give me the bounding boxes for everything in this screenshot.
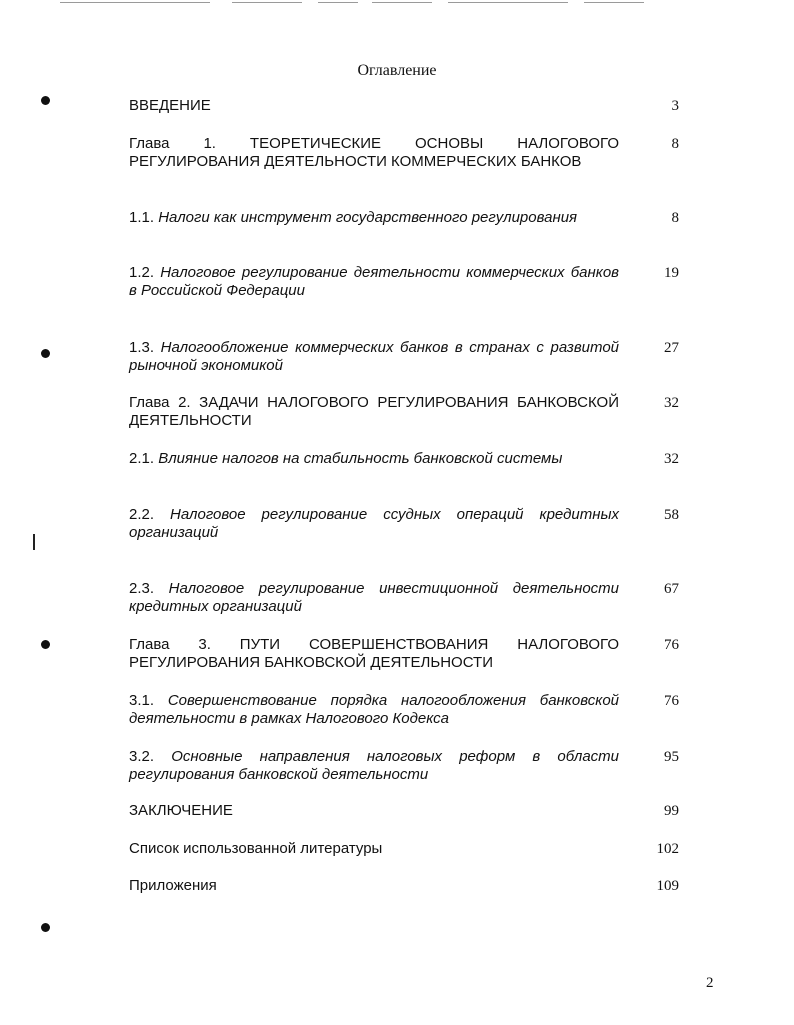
toc-entry-text: Глава 3. ПУТИ СОВЕРШЕНСТВОВАНИЯ НАЛОГОВОГО РЕГУЛИРОВАНИЯ БАНКОВСКОЙ ДЕЯТЕЛЬНОСТИ <box>129 636 619 671</box>
binder-hole-mark <box>41 923 50 932</box>
toc-entry-text: Основные направления налоговых реформ в области регулирования банковской деятельности <box>129 748 619 783</box>
toc-entry-text: Глава 1. ТЕОРЕТИЧЕСКИЕ ОСНОВЫ НАЛОГОВОГО РЕГУЛИРОВАНИЯ ДЕЯТЕЛЬНОСТИ КОММЕРЧЕСКИХ БАНКОВ <box>129 135 619 170</box>
toc-entry-page: 27 <box>664 340 679 356</box>
toc-entry-text: Налогообложение коммерческих банков в странах с развитой рыночной экономикой <box>129 339 620 374</box>
toc-entry-page: 95 <box>664 749 679 765</box>
toc-entry-page: 8 <box>671 210 679 226</box>
toc-entry[interactable] <box>129 264 679 300</box>
toc-entry-page: 58 <box>664 507 679 523</box>
toc-entry-text: ЗАКЛЮЧЕНИЕ <box>129 802 233 819</box>
toc-entry[interactable] <box>129 840 679 858</box>
toc-entry-number: 2.1. <box>129 450 155 467</box>
toc-entry-number: 1.2. <box>129 264 155 281</box>
toc-entry[interactable] <box>129 209 679 227</box>
toc-entry-number: 1.1. <box>129 209 155 226</box>
toc-entry[interactable] <box>129 802 679 820</box>
binder-hole-mark <box>41 349 50 358</box>
toc-entry-number: 3.1. <box>129 692 155 709</box>
toc-entry-page: 32 <box>664 395 679 411</box>
toc-entry-page: 3 <box>671 98 679 114</box>
toc-entry-page: 109 <box>656 878 679 894</box>
toc-entry-page: 76 <box>664 693 679 709</box>
toc-entry-number: 3.2. <box>129 748 155 765</box>
toc-entry[interactable] <box>129 450 679 468</box>
toc-entry[interactable] <box>129 636 679 672</box>
toc-entry-text: Глава 2. ЗАДАЧИ НАЛОГОВОГО РЕГУЛИРОВАНИЯ БАНКОВСКОЙ ДЕЯТЕЛЬНОСТИ <box>129 394 619 429</box>
toc-entry-page: 99 <box>664 803 679 819</box>
toc-entry-text: ВВЕДЕНИЕ <box>129 97 211 114</box>
page-number: 2 <box>706 975 714 991</box>
toc-title: Оглавление <box>357 62 437 79</box>
toc-entry[interactable] <box>129 135 679 171</box>
toc-entry-page: 76 <box>664 637 679 653</box>
toc-entry-text: Влияние налогов на стабильность банковской системы <box>158 450 563 467</box>
toc-entry[interactable] <box>129 506 679 542</box>
scan-edge-artifact <box>0 0 794 10</box>
binder-hole-mark <box>41 640 50 649</box>
toc-entry-text: Налоговое регулирование деятельности коммерческих банков в Российской Федерации <box>129 264 620 299</box>
toc-entry-text: Список использованной литературы <box>129 840 383 857</box>
toc-entry[interactable] <box>129 877 679 895</box>
binder-hole-mark <box>41 96 50 105</box>
toc-entry-number: 2.2. <box>129 506 155 523</box>
toc-entry-page: 8 <box>671 136 679 152</box>
toc-entry-page: 102 <box>656 841 679 857</box>
toc-entry-number: 1.3. <box>129 339 155 356</box>
toc-entry-page: 19 <box>664 265 679 281</box>
scan-margin-mark <box>33 534 35 550</box>
toc-entry-page: 32 <box>664 451 679 467</box>
toc-entry[interactable] <box>129 580 679 616</box>
toc-entry[interactable] <box>129 748 679 784</box>
toc-entry[interactable] <box>129 339 679 375</box>
toc-entry-text: Налоговое регулирование инвестиционной деятельности кредитных организаций <box>129 580 620 615</box>
toc-entry-text: Совершенствование порядка налогообложения банковской деятельности в рамках Налогового Кодекса <box>129 692 620 727</box>
toc-entry[interactable] <box>129 692 679 728</box>
toc-entry-number: 2.3. <box>129 580 155 597</box>
toc-entry-text: Налоги как инструмент государственного регулирования <box>158 209 578 226</box>
toc-entry[interactable] <box>129 394 679 430</box>
toc-entry[interactable] <box>129 97 679 115</box>
toc-entry-text: Приложения <box>129 877 217 894</box>
toc-entry-page: 67 <box>664 581 679 597</box>
toc-entry-text: Налоговое регулирование ссудных операций кредитных организаций <box>129 506 619 541</box>
